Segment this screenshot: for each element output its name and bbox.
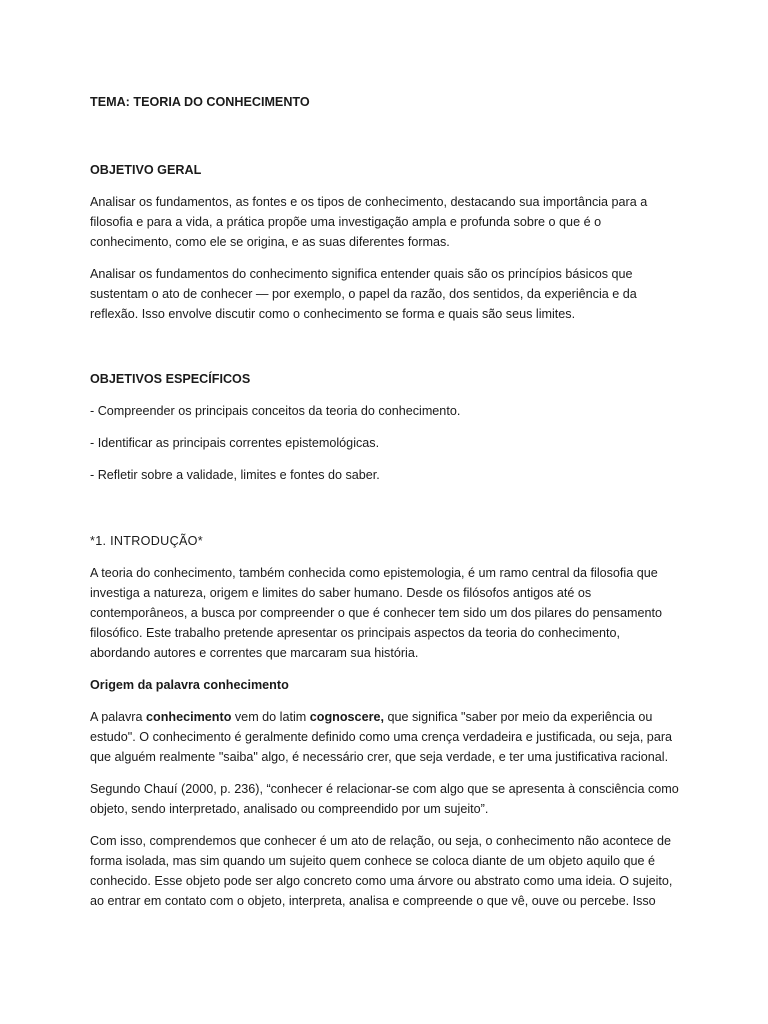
objetivo-geral-paragraph-2: Analisar os fundamentos do conhecimento significa entender quais são os princípios básicos que sustentam o ato de conhecer — por exemplo, o papel da razão, dos sentidos, da experiência e da reflexão. Isso envolve discutir como o conhecimento se forma e quais são seus limites. <box>90 267 637 321</box>
objetivos-especificos-heading: OBJETIVOS ESPECÍFICOS <box>90 372 251 386</box>
introducao-heading: *1. INTRODUÇÃO* <box>90 534 203 548</box>
origem-paragraph-3: Com isso, comprendemos que conhecer é um ato de relação, ou seja, o conhecimento não acontece de forma isolada, mas sim quando um sujeito quem conhece se coloca diante de um objeto aquilo que é conhecido. Esse objeto pode ser algo concreto como uma árvore ou abstrato como uma ideia. O sujeito, ao entrar em contato com o objeto, interpreta, analisa e compreende o que vê, ouve ou percebe. Isso <box>90 834 673 908</box>
origem-paragraph-2: Segundo Chauí (2000, p. 236), “conhecer é relacionar-se com algo que se apresenta à consciência como objeto, sendo interpretado, analisado ou compreendido por um sujeito”. <box>90 782 679 816</box>
objetivo-item: - Refletir sobre a validade, limites e fontes do saber. <box>90 468 380 482</box>
introducao-paragraph: A teoria do conhecimento, também conhecida como epistemologia, é um ramo central da filosofia que investiga a natureza, origem e limites do saber humano. Desde os filósofos antigos até os contemporâneos, a busca por compreender o que é conhecer tem sido um dos pilares do pensamento filosófico. Este trabalho pretende apresentar os principais aspectos da teoria do conhecimento, abordando autores e correntes que marcaram sua história. <box>90 566 662 660</box>
objetivo-item: - Compreender os principais conceitos da teoria do conhecimento. <box>90 404 461 418</box>
origem-paragraph-1: A palavra conhecimento vem do latim cognoscere, que significa "saber por meio da experiência ou estudo". O conhecimento é geralmente definido como uma crença verdadeira e justificada, ou seja, para que alguém realmente "saiba" algo, é necessário crer, que seja verdade, e ter uma justificativa racional. <box>90 710 673 764</box>
bold-term-cognoscere: cognoscere, <box>309 710 384 724</box>
objetivo-geral-heading: OBJETIVO GERAL <box>90 163 202 177</box>
origem-heading: Origem da palavra conhecimento <box>90 678 289 692</box>
document-body <box>90 92 680 911</box>
document-title: TEMA: TEORIA DO CONHECIMENTO <box>90 95 310 109</box>
objetivo-item: - Identificar as principais correntes epistemológicas. <box>90 436 380 450</box>
bold-term-conhecimento: conhecimento <box>146 710 232 724</box>
objetivo-geral-paragraph-1: Analisar os fundamentos, as fontes e os tipos de conhecimento, destacando sua importância para a filosofia e para a vida, a prática propõe uma investigação ampla e profunda sobre o que é o conhecimento, como ele se origina, e as suas diferentes formas. <box>90 195 648 249</box>
